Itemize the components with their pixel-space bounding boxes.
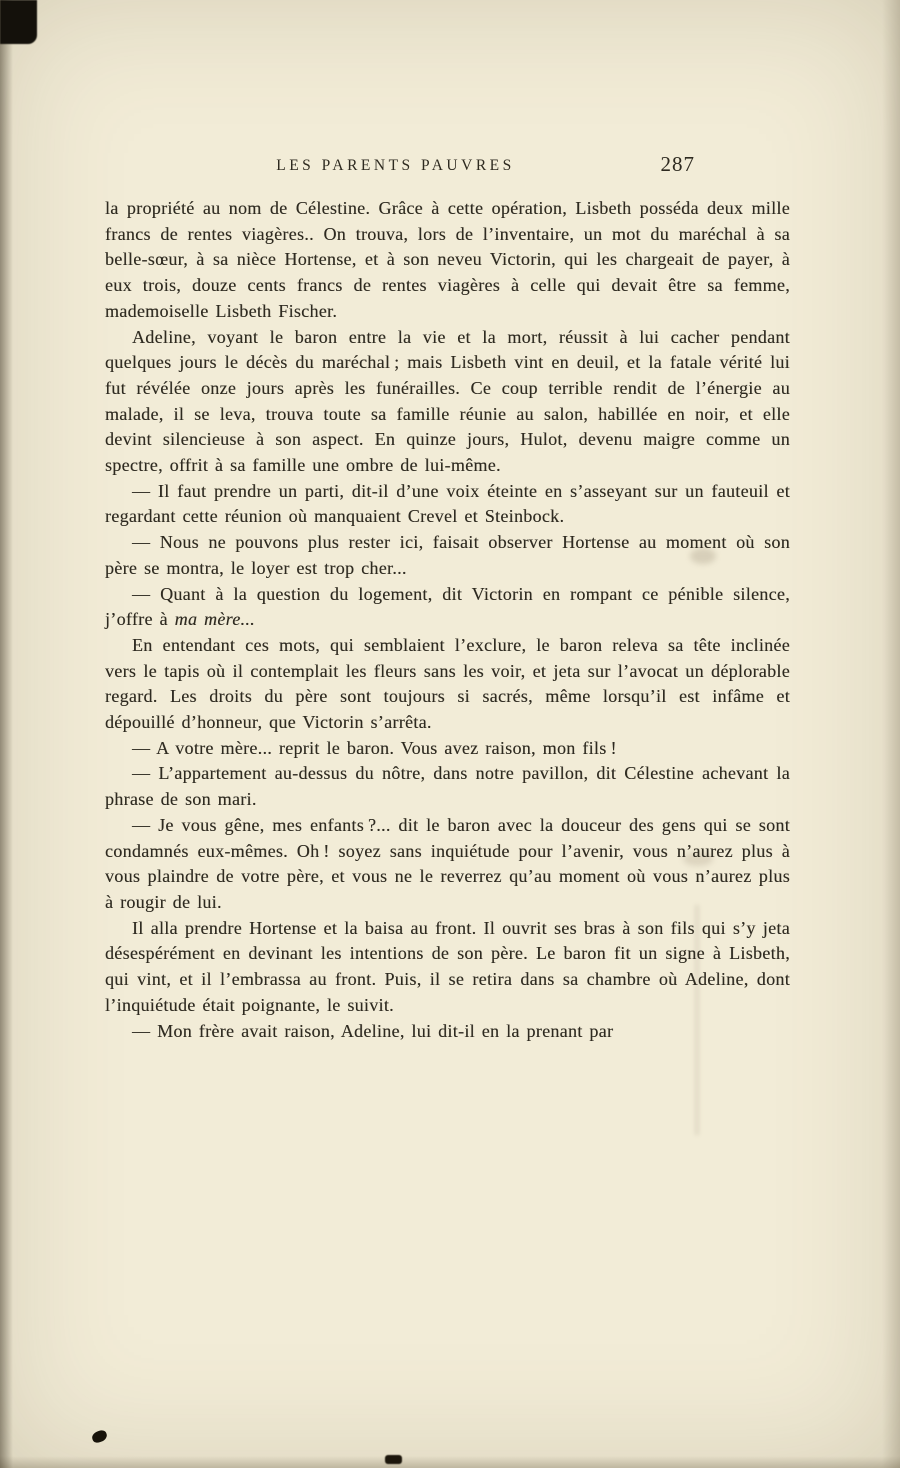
page-body [105, 196, 790, 1044]
text-run: la propriété au nom de Célestine. Grâce à cette opération, Lisbeth posséda deux mille francs de rentes viagères.. On trouva, lors de l’inventaire, un mot du maréchal à sa belle-sœur, à sa nièce Hortense, et à son neveu Victorin, qui les chargeait de payer, à eux trois, douze cents francs de rentes viagères à celle qui devait être sa femme, mademoiselle Lisbeth Fischer. [105, 198, 790, 321]
ink-blot-artifact [385, 1455, 402, 1464]
text-run: En entendant ces mots, qui semblaient l’exclure, le baron releva sa tête inclinée vers le tapis où il contemplait les fleurs sans les voir, et jeta sur l’avocat un déplorable regard. Les droits du père sont toujours si sacrés, même lorsqu’il est infâme et dépouillé d’honneur, que Victorin s’arrêta. [105, 634, 790, 733]
paragraph [105, 325, 790, 479]
text-run: Adeline, voyant le baron entre la vie et la mort, réussit à lui cacher pendant quelques jours le décès du maréchal ; mais Lisbeth vint en deuil, et la fatale vérité lui fut révélée onze jours après les funérailles. Ce coup terrible rendit de l’énergie au malade, il se leva, trouva toute sa famille réunie au salon, habillée en noir, et elle devint silencieuse à son aspect. En quinze jours, Hulot, devenu maigre comme un spectre, offrit à sa famille une ombre de lui-même. [105, 326, 790, 476]
text-run: Il alla prendre Hortense et la baisa au front. Il ouvrit ses bras à son fils qui s’y jeta désespérément en devinant les intentions de son père. Le baron fit un signe à Lisbeth, qui vint, et il l’embrassa au front. Puis, il se retira dans sa chambre où Adeline, dont l’inquiétude était poignante, le suivit. [105, 917, 790, 1015]
paragraph [105, 761, 790, 812]
paragraph [105, 916, 790, 1019]
paragraph [105, 633, 790, 736]
page-number: 287 [660, 152, 695, 176]
ink-blot-artifact [91, 1429, 109, 1444]
text-run: — A votre mère... reprit le baron. Vous avez raison, mon fils ! [132, 737, 617, 758]
text-run: — Je vous gêne, mes enfants ?... dit le baron avec la douceur des gens qui se sont condamnés eux-mêmes. Oh ! soyez sans inquiétude pour l’avenir, vous n’aurez plus à vous plaindre de votre père, et vous ne le reverrez qu’au moment où vous n’aurez plus à rougir de lui. [105, 814, 790, 912]
paragraph [105, 196, 790, 325]
paragraph [105, 530, 790, 581]
page-header [105, 152, 790, 188]
paragraph [105, 736, 790, 762]
paragraph [105, 1019, 790, 1045]
text-run: — L’appartement au-dessus du nôtre, dans notre pavillon, dit Célestine achevant la phrase de son mari. [105, 763, 790, 810]
scan-left-edge-shadow [0, 0, 13, 1468]
text-run: — Il faut prendre un parti, dit-il d’une voix éteinte en s’asseyant sur un fauteuil et regardant cette réunion où manquaient Crevel et Steinbock. [105, 480, 790, 527]
book-page [105, 152, 790, 1044]
italic-text: ma mère... [174, 609, 255, 630]
text-run: — Mon frère avait raison, Adeline, lui dit-il en la prenant par [132, 1020, 614, 1041]
text-run: — Quant à la question du logement, dit Victorin en rompant ce pénible silence, j’offre à [105, 583, 790, 630]
paragraph [105, 813, 790, 916]
paragraph [105, 479, 790, 530]
scan-corner-artifact [0, 0, 37, 44]
scan-right-edge-shadow [882, 0, 900, 1468]
text-run: — Nous ne pouvons plus rester ici, faisait observer Hortense au moment où son père se montra, le loyer est trop cher... [105, 532, 790, 578]
scan-bottom-edge-shadow [0, 1456, 900, 1468]
paragraph [105, 582, 790, 633]
running-title: LES PARENTS PAUVRES [276, 157, 515, 174]
